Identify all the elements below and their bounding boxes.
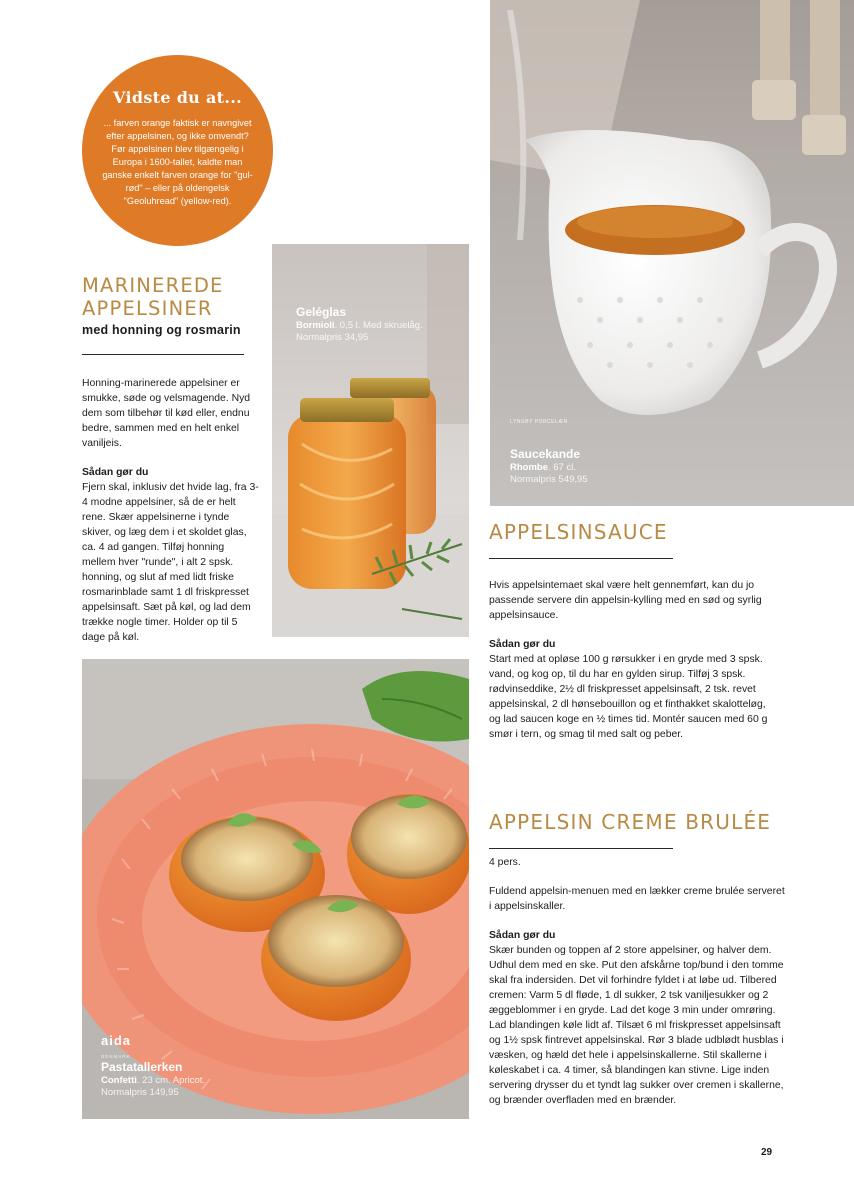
sauceboat-desc: . 67 cl. xyxy=(548,462,576,473)
plate-desc: . 23 cm. Apricot. xyxy=(136,1075,206,1086)
jar-desc: . 0,5 l. Med skruelåg. xyxy=(334,320,423,331)
marinated-title-line2: APPELSINER xyxy=(82,297,213,320)
sauce-body xyxy=(489,578,779,742)
fact-text: ... farven orange faktisk er navngivet efter appelsinen, og ikke omvendt? Før appelsinen blev tilgængelig i Europa i 1600-tallet, kaldte man ganske enkelt farven orange for "gul-rød" – eller på oldengelsk "Geoluhread" (yellow-red). xyxy=(102,118,253,206)
sauce-title: APPELSINSAUCE xyxy=(489,520,668,544)
aida-logo-sub: DENMARK xyxy=(101,1054,131,1059)
brulee-servings: 4 pers. xyxy=(489,857,521,868)
plate-caption xyxy=(101,1061,205,1099)
brulee-body xyxy=(489,855,789,1108)
brulee-intro: Fuldend appelsin-menuen med en lækker creme brulée serveret i appelsinskaller. xyxy=(489,886,785,912)
jar-caption xyxy=(296,306,423,344)
sauceboat-illustration xyxy=(490,0,854,506)
marinated-body xyxy=(82,376,260,645)
plate-brand: Confetti xyxy=(101,1075,137,1086)
marinated-title xyxy=(82,274,224,320)
lyngby-logo: LYNGBY PORCELÆN xyxy=(510,419,568,425)
fact-heading: Vidste du at... xyxy=(113,88,242,107)
brulee-divider xyxy=(489,848,673,849)
marinated-method-heading: Sådan gør du xyxy=(82,467,149,478)
plate-photo xyxy=(82,659,469,1119)
sauceboat-brand: Rhombe xyxy=(510,462,548,473)
sauceboat-photo xyxy=(490,0,854,506)
jar-illustration xyxy=(272,244,469,637)
sauceboat-price: Normalpris 549,95 xyxy=(510,474,588,485)
brulee-method: Skær bunden og toppen af 2 store appelsiner, og halver dem. Udhul dem med en ske. Put den afskårne top/bund i den tomme skal fra indersiden. Det vil forhindre fyldet i at løbe ud. Tilbered cremen: Varm 5 dl fløde, 1 dl sukker, 2 tsk vaniljesukker og 2 æggeblommer i en gryde. Lad det koge 3 min under omrøring. Lad blandingen køle lidt af. Tilsæt 6 ml friskpresset appelsinsaft og 1½ spsk fintrevet appelsinskal. Rør 3 blade udblødt husblas i væsken, og hæld det hele i appelsinskallerne. Stil skallerne i køleskabet i ca. 4 timer, så blandingen kan stivne. Lige inden servering drysser du et tyndt lag sukker over cremen i skallerne, og brænder overfladen med en brænder. xyxy=(489,945,784,1106)
aida-logo: aida xyxy=(101,1033,132,1048)
fact-circle xyxy=(82,55,273,246)
marinated-subtitle: med honning og rosmarin xyxy=(82,323,241,337)
sauceboat-name: Saucekande xyxy=(510,447,581,461)
plate-illustration xyxy=(82,659,469,1119)
sauce-method-heading: Sådan gør du xyxy=(489,639,556,650)
page-number: 29 xyxy=(761,1147,773,1158)
jar-brand: Bormioli xyxy=(296,320,335,331)
marinated-method: Fjern skal, inklusiv det hvide lag, fra 3-4 modne appelsiner, så de er helt rene. Skær appelsinerne i tynde skiver, og læg dem i et skoldet glas, ca. 4 ad gangen. Tilføj honning mellem hver "runde", i alt 2 spsk. honning, og slut af med lidt friske rosmarinblade samt 1 dl friskpresset appelsinsaft. Sæt på køl, og lad dem trække nogle timer. Holder op til 5 dage på køl. xyxy=(82,482,259,643)
marinated-divider xyxy=(82,354,244,355)
jar-price: Normalpris 34,95 xyxy=(296,332,369,343)
marinated-intro: Honning-marinerede appelsiner er smukke, søde og velsmagende. Nyd dem som tilbehør til kød eller, endnu bedre, sammen med en helt enkel vaniljeis. xyxy=(82,378,251,449)
sauceboat-caption xyxy=(510,448,588,486)
marinated-title-line1: MARINEREDE xyxy=(82,274,224,297)
brulee-method-heading: Sådan gør du xyxy=(489,930,556,941)
jar-photo xyxy=(272,244,469,637)
plate-price: Normalpris 149,95 xyxy=(101,1087,179,1098)
jar-name: Geléglas xyxy=(296,305,347,319)
plate-name: Pastatallerken xyxy=(101,1060,183,1074)
sauce-divider xyxy=(489,558,673,559)
brulee-title: APPELSIN CREME BRULÉE xyxy=(489,810,772,834)
sauce-intro: Hvis appelsintemaet skal være helt gennemført, kan du jo passende servere din appelsin-kylling med en sød og syrlig appelsinsauce. xyxy=(489,580,762,621)
sauce-method: Start med at opløse 100 g rørsukker i en gryde med 3 spsk. vand, og kog op, til du har en gylden sirup. Tilføj 3 spsk. rødvinseddike, 2½ dl friskpresset appelsinsaft, 2 tsk. revet appelsinskal, 2 dl hønsebouillon og et finthakket skalotteløg, og lad saucen koge en ½ times tid. Montér saucen med 60 g smør i tern, og smag til med salt og peber. xyxy=(489,654,768,740)
